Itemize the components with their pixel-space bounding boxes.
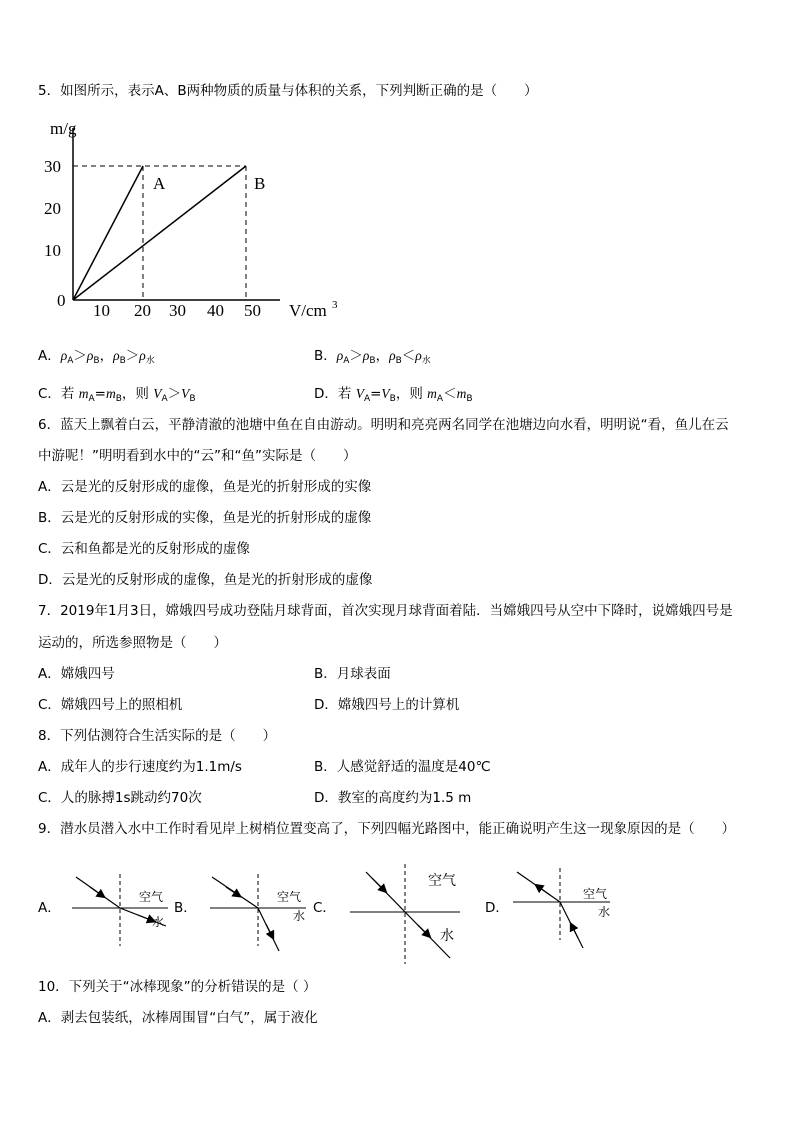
q8-stem: 8．下列估测符合生活实际的是（ ） [38,728,277,744]
q9-option-b-label[interactable]: B． [174,900,197,916]
y-tick-30: 30 [44,157,61,176]
x-axis-label: V/cm [289,301,327,320]
q5-option-d[interactable]: D．若 $V_A=V_B$，则 $m_A<m_B$ [314,386,473,404]
y-tick-10: 10 [44,241,61,260]
q6-stem-line1: 6．蓝天上飘着白云，平静清澈的池塘中鱼在自由游动。明明和亮亮两名同学在池塘边向水看，明明说“看，鱼儿在云 [38,417,729,433]
diagram-b [210,874,306,951]
q9-option-a-label[interactable]: A． [38,900,61,916]
y-tick-20: 20 [44,199,61,218]
q6-option-d[interactable]: D．云是光的反射形成的虚像，鱼是光的折射形成的虚像 [38,572,373,588]
q6-stem-line2: 中游呢！”明明看到水中的“云”和“鱼”实际是（ ） [38,448,357,464]
q8-option-a[interactable]: A．成年人的步行速度约为1.1m/s [38,759,242,775]
line-b-label: B [254,174,266,193]
q7-option-c[interactable]: C．嫦娥四号上的照相机 [38,697,183,713]
svg-text:水: 水 [152,915,165,929]
q9-stem: 9．潜水员潜入水中工作时看见岸上树梢位置变高了，下列四幅光路图中，能正确说明产生这一现象原因的是（ ） [38,821,736,837]
q6-option-a[interactable]: A．云是光的反射形成的虚像，鱼是光的折射形成的实像 [38,479,372,495]
q8-option-c[interactable]: C．人的脉搏1s跳动约70次 [38,790,202,806]
q10-option-a[interactable]: A．剥去包装纸，冰棒周围冒“白气”，属于液化 [38,1010,318,1026]
q6-option-b[interactable]: B．云是光的反射形成的实像，鱼是光的折射形成的虚像 [38,510,372,526]
y-axis-label: m/g [50,119,77,138]
q5-option-a[interactable]: A．$\rho_A>\rho_B$，$\rho_B>\rho_水$ [38,348,155,366]
x-tick-30: 30 [169,301,186,320]
q8-option-d[interactable]: D．教室的高度约为1.5 m [314,790,472,806]
q5-stem: 5．如图所示，表示A、B两种物质的质量与体积的关系，下列判断正确的是（ ） [38,83,538,99]
svg-text:空气: 空气 [583,887,608,901]
q7-option-d[interactable]: D．嫦娥四号上的计算机 [314,697,460,713]
svg-text:空气: 空气 [428,873,456,889]
svg-text:空气: 空气 [277,890,302,904]
x-tick-50: 50 [244,301,261,320]
q9-option-d-label[interactable]: D． [485,900,509,916]
q7-stem-line1: 7．2019年1月3日，嫦娥四号成功登陆月球背面，首次实现月球背面着陆．当嫦娥四号从空中下降时，说嫦娥四号是 [38,603,733,619]
line-a-label: A [153,174,166,193]
line-a [73,166,143,300]
q9-light-path-diagrams [0,850,794,980]
diagram-a [72,874,168,946]
x-axis-label-sup: 3 [332,299,338,311]
x-tick-20: 20 [134,301,151,320]
x-tick-40: 40 [207,301,224,320]
svg-text:空气: 空气 [139,890,164,904]
svg-text:水: 水 [440,928,454,944]
q10-stem: 10．下列关于“冰棒现象”的分析错误的是（ ） [38,979,317,995]
q5-option-c[interactable]: C．若 $m_A=m_B$，则 $V_A>V_B$ [38,386,196,404]
diagram-c [350,864,460,964]
q7-stem-line2: 运动的，所选参照物是（ ） [38,635,227,651]
q5-mass-volume-graph [0,0,794,330]
q7-option-a[interactable]: A．嫦娥四号 [38,666,115,682]
q7-option-b[interactable]: B．月球表面 [314,666,391,682]
q5-option-b[interactable]: B．$\rho_A>\rho_B$，$\rho_B<\rho_水$ [314,348,431,366]
q6-option-c[interactable]: C．云和鱼都是光的反射形成的虚像 [38,541,250,557]
q9-option-c-label[interactable]: C． [313,900,336,916]
x-tick-10: 10 [93,301,110,320]
svg-text:水: 水 [293,909,306,923]
svg-text:水: 水 [598,905,611,919]
q8-option-b[interactable]: B．人感觉舒适的温度是40℃ [314,759,491,775]
origin-label: 0 [57,291,66,310]
diagram-d [513,868,610,948]
